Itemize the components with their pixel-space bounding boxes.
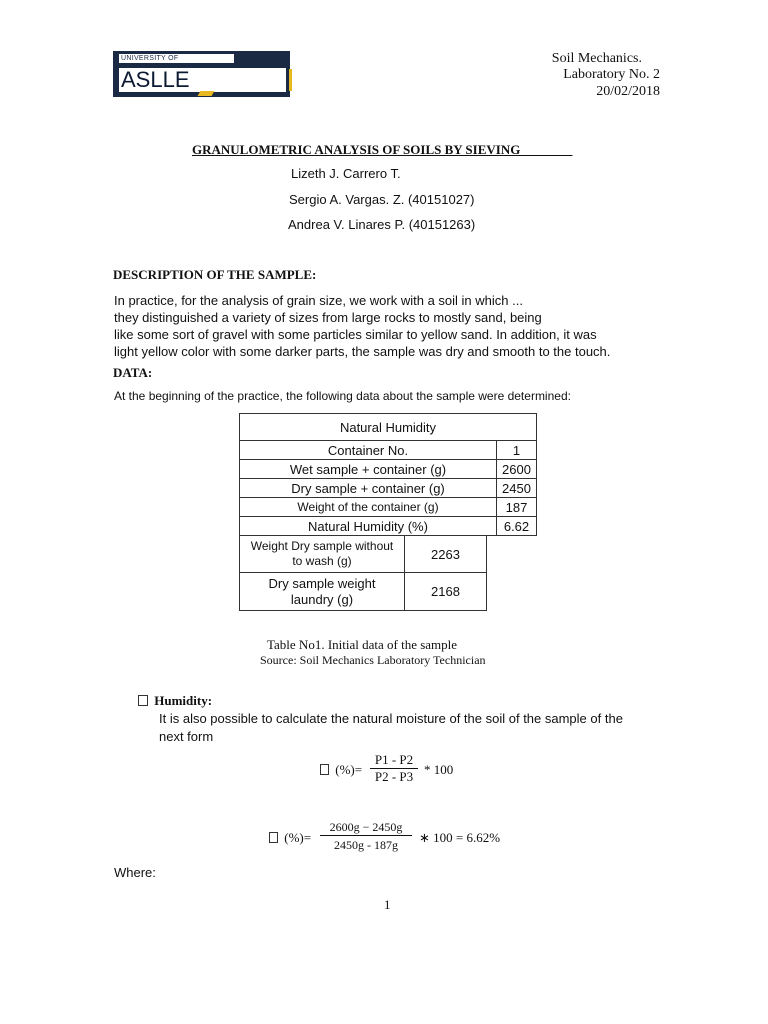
table-cell-value: 2168 bbox=[405, 573, 487, 611]
header-course: Soil Mechanics. bbox=[551, 51, 642, 66]
formula1-numerator: P1 - P2 bbox=[374, 752, 414, 767]
formula2-fraction bbox=[320, 820, 412, 853]
logo-top-text: UNIVERSITY OF bbox=[119, 54, 234, 63]
page-title: GRANULOMETRIC ANALYSIS OF SOILS BY SIEVING________ bbox=[192, 142, 573, 157]
description-line: like some sort of gravel with some particles similar to yellow sand. In addition, it was bbox=[114, 327, 597, 342]
formula2-lhs-text: (%)= bbox=[284, 830, 312, 845]
formula1-rhs: * 100 bbox=[424, 762, 454, 777]
table-cell-value: 2450 bbox=[497, 479, 537, 498]
header-lab: Laboratory No. 2 bbox=[563, 67, 660, 82]
table-cell-value: 187 bbox=[497, 498, 537, 517]
table-caption: Table No1. Initial data of the sample bbox=[267, 637, 458, 652]
table-source: Source: Soil Mechanics Laboratory Technician bbox=[260, 653, 486, 667]
author-3: Andrea V. Linares P. (40151263) bbox=[288, 217, 476, 232]
label-line: Dry sample weight bbox=[268, 575, 376, 591]
table-cell-label: Container No. bbox=[240, 441, 497, 460]
formula2-lhs bbox=[269, 830, 311, 846]
formula2-rhs: ∗ 100 = 6.62% bbox=[419, 830, 501, 845]
university-logo bbox=[113, 51, 290, 97]
table-title: Natural Humidity bbox=[240, 414, 537, 441]
description-heading: DESCRIPTION OF THE SAMPLE: bbox=[113, 267, 317, 282]
author-2: Sergio A. Vargas. Z. (40151027) bbox=[289, 192, 475, 207]
description-line: In practice, for the analysis of grain size, we work with a soil in which ... bbox=[114, 293, 523, 308]
logo-main-text: ASLLE bbox=[119, 68, 286, 92]
formula1-lhs-text: (%)= bbox=[335, 762, 363, 777]
table-cell-label bbox=[240, 573, 405, 611]
page-number: 1 bbox=[384, 897, 391, 912]
bullet-icon bbox=[138, 695, 148, 706]
label-line: laundry (g) bbox=[290, 591, 354, 607]
humidity-table bbox=[239, 413, 537, 536]
table-cell-value: 2600 bbox=[497, 460, 537, 479]
logo-accent bbox=[198, 91, 215, 96]
table-cell-label: Wet sample + container (g) bbox=[240, 460, 497, 479]
label-line: Weight Dry sample without bbox=[250, 539, 394, 553]
formula2-denominator: 2450g - 187g bbox=[320, 835, 412, 853]
where-label: Where: bbox=[114, 865, 156, 880]
formula1-fraction bbox=[370, 752, 418, 785]
humidity-text bbox=[159, 710, 623, 746]
humidity-heading-row bbox=[138, 693, 212, 709]
table-cell-value: 2263 bbox=[405, 536, 487, 573]
formula1-lhs bbox=[320, 762, 362, 778]
label-line: to wash (g) bbox=[292, 554, 352, 568]
header-date: 20/02/2018 bbox=[596, 84, 660, 99]
humidity-text-line: It is also possible to calculate the natural moisture of the soil of the sample of the bbox=[159, 711, 623, 726]
humidity-heading: Humidity: bbox=[154, 693, 213, 708]
table-cell-label: Weight of the container (g) bbox=[240, 498, 497, 517]
table-cell-label: Dry sample + container (g) bbox=[240, 479, 497, 498]
formula2-numerator: 2600g − 2450g bbox=[329, 820, 403, 834]
description-line: light yellow color with some darker parts, the sample was dry and smooth to the touch. bbox=[114, 344, 611, 359]
table-cell-value: 6.62 bbox=[497, 517, 537, 536]
data-intro: At the beginning of the practice, the following data about the sample were determined: bbox=[114, 389, 571, 403]
logo-bar bbox=[289, 69, 292, 91]
wash-table bbox=[239, 535, 487, 611]
formula1-denominator: P2 - P3 bbox=[370, 768, 418, 785]
omega-symbol-icon bbox=[320, 764, 329, 775]
table-cell-label bbox=[240, 536, 405, 573]
description-text bbox=[114, 292, 610, 360]
humidity-text-line: next form bbox=[159, 729, 214, 744]
author-1: Lizeth J. Carrero T. bbox=[291, 166, 401, 181]
table-cell-value: 1 bbox=[497, 441, 537, 460]
description-line: they distinguished a variety of sizes from large rocks to mostly sand, being bbox=[114, 310, 542, 325]
table-cell-label: Natural Humidity (%) bbox=[240, 517, 497, 536]
omega-symbol-icon bbox=[269, 832, 278, 843]
data-heading: DATA: bbox=[113, 365, 153, 380]
